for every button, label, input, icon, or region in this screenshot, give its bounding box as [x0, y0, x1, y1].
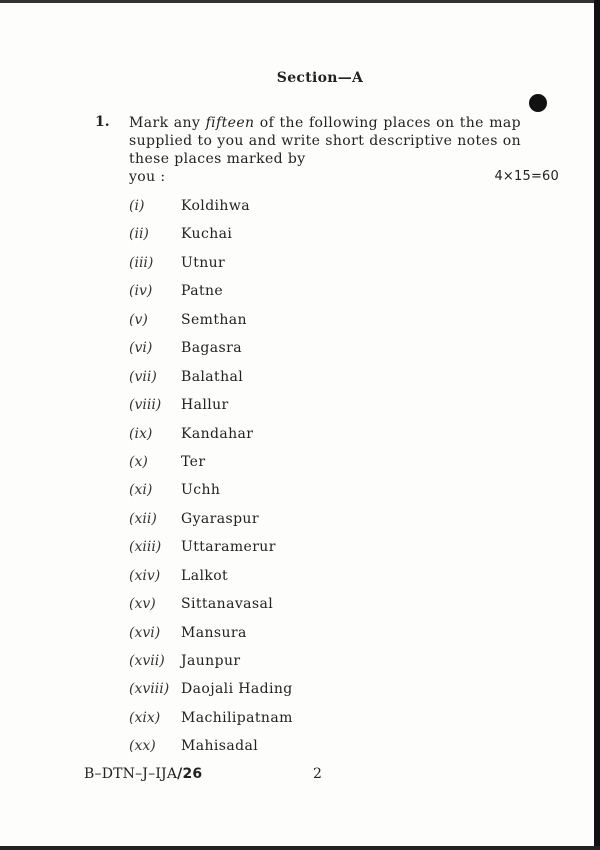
list-item — [129, 454, 293, 482]
question-text-emphasis: fifteen — [205, 115, 255, 131]
place-number: (xiii) — [129, 539, 162, 556]
place-name: Machilipatnam — [181, 709, 293, 726]
scan-edge-top — [0, 0, 600, 3]
place-number: (xviii) — [129, 681, 170, 698]
list-item — [129, 283, 293, 311]
place-number: (xii) — [129, 510, 157, 527]
place-name: Patne — [181, 283, 224, 300]
list-item — [129, 511, 293, 539]
place-name: Semthan — [181, 311, 247, 328]
place-name: Mansura — [181, 624, 247, 641]
question-text-after: of the following places on the map supplied to you and write short descriptive notes on these places marked by — [129, 115, 521, 167]
question-text-before: Mark any — [129, 115, 206, 131]
place-number: (xv) — [129, 596, 156, 613]
list-item — [129, 312, 293, 340]
place-number: (xiv) — [129, 567, 161, 584]
place-number: (ii) — [129, 226, 149, 243]
place-number: (i) — [129, 198, 145, 214]
place-name: Kuchai — [181, 226, 233, 243]
section-title: Section—A — [276, 70, 364, 86]
list-item — [129, 426, 293, 454]
list-item — [129, 681, 293, 709]
list-item — [129, 653, 293, 681]
list-item — [129, 340, 293, 368]
paper-code-prefix: B–DTN–J–IJA — [84, 766, 178, 782]
place-name: Bagasra — [181, 340, 242, 357]
place-number: (x) — [129, 453, 148, 470]
list-item — [129, 369, 293, 397]
paper-code-suffix: /26 — [177, 766, 203, 782]
list-item — [129, 539, 293, 567]
place-number: (ix) — [129, 425, 153, 442]
place-name: Balathal — [181, 368, 244, 385]
list-item — [129, 198, 293, 226]
place-number: (iv) — [129, 283, 153, 300]
question-text — [129, 114, 521, 168]
place-name: Sittanavasal — [181, 596, 274, 613]
place-number: (iii) — [129, 254, 154, 271]
question-number: 1. — [95, 114, 110, 130]
place-number: (xix) — [129, 709, 161, 726]
list-item — [129, 255, 293, 283]
paper-code — [84, 766, 202, 782]
place-name: Lalkot — [181, 567, 229, 584]
place-name: Utnur — [181, 254, 226, 271]
place-name: Gyaraspur — [181, 510, 259, 527]
list-item — [129, 596, 293, 624]
place-name: Uchh — [181, 482, 221, 499]
list-item — [129, 568, 293, 596]
list-item — [129, 482, 293, 510]
place-number: (xx) — [129, 738, 156, 755]
place-name: Jaunpur — [181, 653, 241, 669]
place-name: Daojali Hading — [181, 681, 293, 698]
ink-dot-mark — [529, 94, 547, 112]
place-number: (v) — [129, 311, 148, 328]
scan-edge-right — [594, 0, 600, 850]
place-name: Mahisadal — [181, 738, 259, 755]
place-name: Hallur — [181, 397, 229, 414]
place-number: (viii) — [129, 397, 162, 414]
places-list — [129, 198, 293, 767]
marks-allocation: 4×15=60 — [494, 169, 559, 184]
question-text-last: you : — [129, 169, 166, 185]
place-number: (xi) — [129, 482, 153, 499]
place-name: Kandahar — [181, 425, 254, 442]
list-item — [129, 738, 293, 766]
list-item — [129, 226, 293, 254]
place-name: Koldihwa — [181, 198, 250, 214]
list-item — [129, 710, 293, 738]
list-item — [129, 625, 293, 653]
place-number: (vi) — [129, 340, 153, 357]
place-name: Ter — [181, 453, 206, 470]
list-item — [129, 397, 293, 425]
place-number: (xvii) — [129, 653, 165, 669]
page-number: 2 — [313, 766, 322, 782]
question-text-last-line — [129, 168, 559, 186]
place-number: (vii) — [129, 368, 157, 385]
place-number: (xvi) — [129, 624, 161, 641]
place-name: Uttaramerur — [181, 539, 276, 556]
scan-edge-bottom — [0, 846, 600, 850]
